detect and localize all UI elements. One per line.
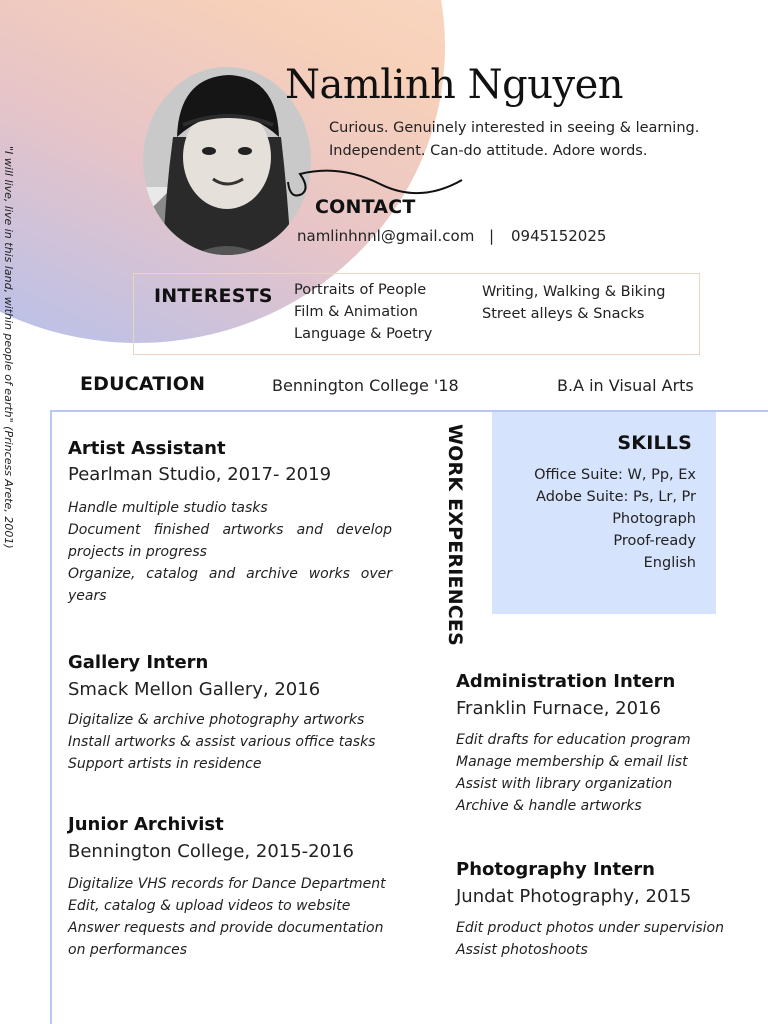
job-duty: Edit product photos under supervision — [456, 920, 724, 936]
interests-column-2 — [482, 281, 665, 325]
contact-heading: CONTACT — [315, 196, 416, 218]
work-experiences-heading: WORK EXPERIENCES — [444, 424, 466, 646]
skill-item: Proof-ready — [613, 533, 696, 549]
job-title: Photography Intern — [456, 859, 655, 880]
job-title: Artist Assistant — [68, 438, 226, 459]
job-duty: Support artists in residence — [68, 756, 262, 772]
person-name: Namlinh Nguyen — [285, 62, 623, 108]
interests-heading: INTERESTS — [154, 285, 273, 307]
job-place: Bennington College, 2015-2016 — [68, 841, 354, 862]
interest-item: Writing, Walking & Biking — [482, 284, 666, 300]
contact-separator: | — [489, 227, 495, 245]
education-degree: B.A in Visual Arts — [557, 376, 694, 395]
education-school: Bennington College '18 — [272, 376, 459, 395]
contact-email[interactable]: namlinhnnl@gmail.com — [297, 227, 475, 245]
education-heading: EDUCATION — [80, 373, 206, 395]
job-duty: Assist with library organization — [456, 776, 673, 792]
interest-item: Film & Animation — [294, 304, 418, 320]
job-duty: Digitalize VHS records for Dance Department — [68, 876, 386, 892]
skill-item: Adobe Suite: Ps, Lr, Pr — [536, 489, 696, 505]
job-title: Administration Intern — [456, 671, 676, 692]
job-duties — [456, 729, 691, 817]
job-place: Smack Mellon Gallery, 2016 — [68, 679, 321, 700]
skill-item: Office Suite: W, Pp, Ex — [534, 467, 696, 483]
job-place: Jundat Photography, 2015 — [456, 886, 692, 907]
job-title: Gallery Intern — [68, 652, 209, 673]
job-title: Junior Archivist — [68, 814, 224, 835]
contact-phone[interactable]: 0945152025 — [511, 227, 607, 245]
skills-heading: SKILLS — [617, 432, 692, 454]
job-duty: Edit, catalog & upload videos to website — [68, 898, 351, 914]
job-duty: on performances — [68, 942, 188, 958]
job-duties — [68, 709, 375, 775]
job-duties — [68, 497, 392, 607]
interest-item: Portraits of People — [294, 282, 427, 298]
job-duty: Manage membership & email list — [456, 754, 688, 770]
job-duty: Assist photoshoots — [456, 942, 588, 958]
job-duties — [68, 873, 386, 961]
section-divider-vertical — [50, 410, 52, 1024]
skill-item: English — [643, 555, 696, 571]
interest-item: Language & Poetry — [294, 326, 433, 342]
skills-list — [534, 464, 696, 574]
job-duty: Document finished artworks and develop projects in progress — [68, 522, 392, 560]
job-duty: Organize, catalog and archive works over years — [68, 566, 392, 604]
tagline-line-1: Curious. Genuinely interested in seeing & learning. — [329, 120, 700, 136]
skill-item: Photograph — [612, 511, 696, 527]
interests-column-1 — [294, 279, 432, 345]
side-quote: "I will live, live in this land, within people of earth" (Princess Arete, 2001) — [2, 146, 15, 549]
job-duty: Handle multiple studio tasks — [68, 500, 268, 516]
tagline-line-2: Independent. Can-do attitude. Adore words. — [329, 143, 648, 159]
job-duty: Digitalize & archive photography artworks — [68, 712, 365, 728]
interest-item: Street alleys & Snacks — [482, 306, 645, 322]
job-duties — [456, 917, 724, 961]
job-duty: Install artworks & assist various office tasks — [68, 734, 376, 750]
job-duty: Edit drafts for education program — [456, 732, 691, 748]
job-place: Pearlman Studio, 2017- 2019 — [68, 464, 332, 485]
job-duty: Archive & handle artworks — [456, 798, 642, 814]
job-duty: Answer requests and provide documentation — [68, 920, 384, 936]
job-place: Franklin Furnace, 2016 — [456, 698, 661, 719]
